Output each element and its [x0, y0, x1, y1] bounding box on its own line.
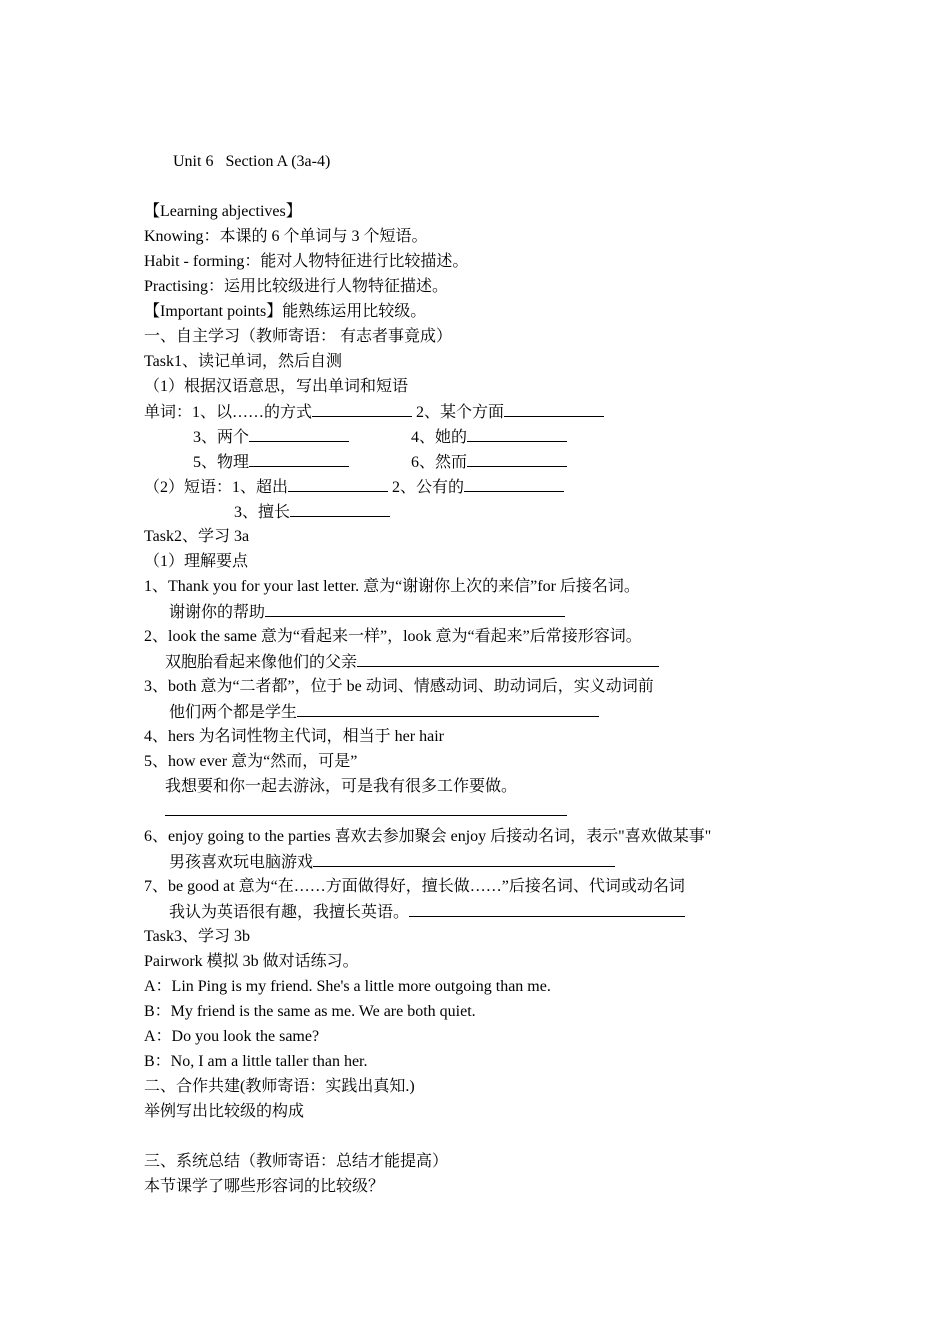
word-3-blank[interactable]: [249, 427, 349, 442]
dialogue-line-2: B：My friend is the same as me. We are both quiet.: [144, 1003, 476, 1020]
point-7-exercise-text: 我认为英语很有趣，我擅长英语。: [169, 904, 410, 921]
phrases-prefix: （2）短语：: [144, 479, 233, 496]
pairwork-instruction: Pairwork 模拟 3b 做对话练习。: [144, 953, 359, 970]
word-6-blank[interactable]: [467, 452, 567, 467]
dialogue-line-4: B：No, I am a little taller than her.: [144, 1053, 368, 1070]
objective-practising: Practising：运用比较级进行人物特征描述。: [144, 278, 448, 295]
word-row-3: [193, 452, 349, 472]
point-3-exercise-text: 他们两个都是学生: [169, 704, 298, 721]
task3-heading: Task3、学习 3b: [144, 928, 250, 945]
point-2-blank[interactable]: [357, 652, 659, 667]
word-2-blank[interactable]: [504, 402, 604, 417]
word-3: 3、两个: [193, 429, 250, 446]
word-row-2b: [411, 427, 567, 447]
section3-heading: 三、系统总结（教师寄语：总结才能提高）: [144, 1153, 449, 1170]
words-prefix: 单词：: [144, 404, 193, 421]
word-row-1: [144, 402, 604, 422]
point-1-blank[interactable]: [265, 602, 565, 617]
objectives-heading: 【Learning abjectives】: [144, 203, 302, 220]
point-1-exercise: [169, 602, 565, 622]
point-6-exercise-text: 男孩喜欢玩电脑游戏: [169, 854, 314, 871]
dialogue-line-3: A：Do you look the same?: [144, 1028, 320, 1045]
objective-habit: Habit - forming：能对人物特征进行比较描述。: [144, 253, 469, 270]
point-7-exercise: [169, 902, 685, 922]
word-1: 1、以……的方式: [192, 404, 313, 421]
point-2-exercise-text: 双胞胎看起来像他们的父亲: [165, 654, 358, 671]
section2-body: 举例写出比较级的构成: [144, 1103, 305, 1120]
point-6: 6、enjoy going to the parties 喜欢去参加聚会 enjoy 后接动名词，表示"喜欢做某事": [144, 828, 712, 845]
phrase-1: 1、超出: [232, 479, 289, 496]
point-7-blank[interactable]: [409, 902, 685, 917]
point-3-exercise: [169, 702, 599, 722]
point-7: 7、be good at 意为“在……方面做得好，擅长做……”后接名词、代词或动名词: [144, 878, 685, 895]
word-1-blank[interactable]: [312, 402, 412, 417]
word-4: 4、她的: [411, 429, 468, 446]
word-4-blank[interactable]: [467, 427, 567, 442]
point-5: 5、how ever 意为“然而，可是”: [144, 753, 358, 770]
point-3-blank[interactable]: [297, 702, 599, 717]
important-points: 【Important points】能熟练运用比较级。: [144, 303, 427, 320]
phrase-row-1: [144, 477, 564, 497]
task1-instruction: （1）根据汉语意思，写出单词和短语: [144, 378, 409, 395]
point-6-exercise: [169, 852, 615, 872]
point-2-exercise: [165, 652, 659, 672]
task2-instruction: （1）理解要点: [144, 553, 249, 570]
phrase-row-2: [234, 502, 390, 522]
point-3: 3、both 意为“二者都”，位于 be 动词、情感动词、助动词后，实义动词前: [144, 678, 654, 695]
point-5-exercise: 我想要和你一起去游泳，可是我有很多工作要做。: [165, 778, 518, 795]
point-2: 2、look the same 意为“看起来一样”，look 意为“看起来”后常接形容词。: [144, 628, 642, 645]
word-row-2: [193, 427, 349, 447]
point-6-blank[interactable]: [313, 852, 615, 867]
word-5-blank[interactable]: [249, 452, 349, 467]
word-6: 6、然而: [411, 454, 468, 471]
phrase-2: 2、公有的: [392, 479, 465, 496]
objective-knowing: Knowing：本课的 6 个单词与 3 个短语。: [144, 228, 428, 245]
word-5: 5、物理: [193, 454, 250, 471]
page-title: Unit 6 Section A (3a-4): [173, 153, 331, 170]
word-row-3b: [411, 452, 567, 472]
phrase-3: 3、擅长: [234, 504, 291, 521]
point-5-blank[interactable]: [165, 815, 567, 816]
point-1-exercise-text: 谢谢你的帮助: [169, 604, 266, 621]
point-1: 1、Thank you for your last letter. 意为“谢谢你上次的来信”for 后接名词。: [144, 578, 640, 595]
phrase-1-blank[interactable]: [288, 477, 388, 492]
point-4: 4、hers 为名词性物主代词，相当于 her hair: [144, 728, 444, 745]
section2-heading: 二、合作共建(教师寄语：实践出真知.): [144, 1078, 415, 1095]
dialogue-line-1: A：Lin Ping is my friend. She's a little more outgoing than me.: [144, 978, 551, 995]
word-2: 2、某个方面: [416, 404, 505, 421]
task1-heading: Task1、读记单词，然后自测: [144, 353, 342, 370]
section1-heading: 一、自主学习（教师寄语： 有志者事竟成）: [144, 328, 453, 345]
phrase-2-blank[interactable]: [464, 477, 564, 492]
task2-heading: Task2、学习 3a: [144, 528, 250, 545]
phrase-3-blank[interactable]: [290, 502, 390, 517]
section3-body: 本节课学了哪些形容词的比较级？: [144, 1178, 385, 1195]
